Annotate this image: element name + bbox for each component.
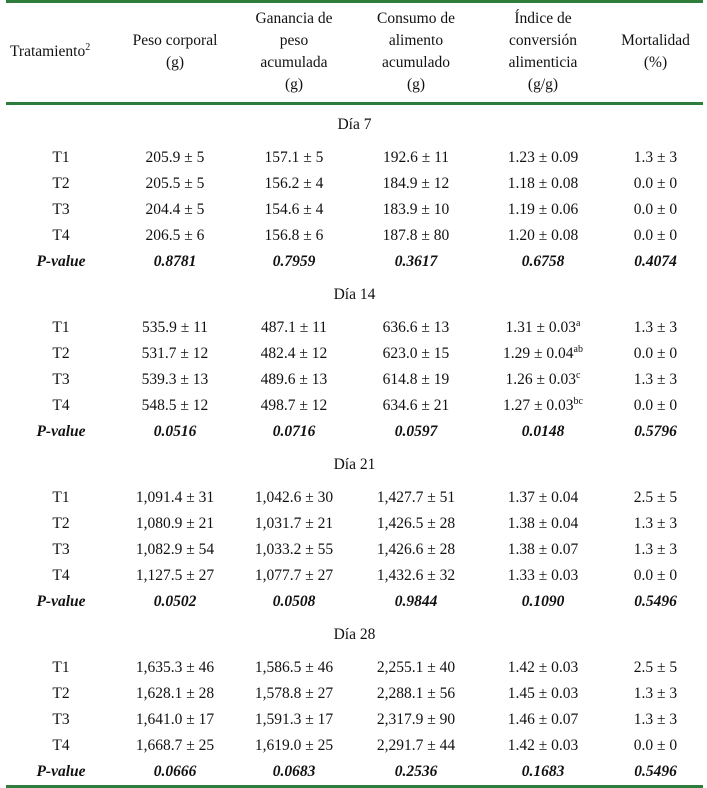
table-row: [6, 393, 703, 419]
treatment-cell: T4: [52, 396, 70, 414]
peso-cell: [116, 655, 234, 681]
header-indice-conversion: Índice de conversión alimenticia (g/g): [508, 10, 578, 94]
peso-cell: [116, 537, 234, 563]
ganancia-value: 156.8 ± 6: [264, 226, 324, 244]
ica-cell: [478, 341, 608, 367]
mort-cell: [608, 707, 703, 733]
pvalue-peso: 0.0666: [153, 762, 197, 780]
peso-cell: [116, 171, 234, 197]
table-body: [6, 103, 703, 785]
ica-significance-letter: a: [576, 317, 581, 329]
ica-value: 1.27 ± 0.03: [503, 396, 574, 414]
ica-cell: [478, 485, 608, 511]
peso-cell: [116, 733, 234, 759]
peso-value: 1,127.5 ± 27: [135, 566, 215, 584]
ica-value: 1.45 ± 0.03: [507, 684, 579, 702]
pvalue-mort: 0.5796: [634, 422, 677, 440]
ica-value: 1.29 ± 0.04: [503, 344, 574, 362]
table-row: [6, 485, 703, 511]
ica-value: 1.31 ± 0.03: [505, 318, 577, 336]
table-row: [6, 563, 703, 589]
mort-value: 0.0 ± 0: [633, 344, 678, 362]
treatment-cell: T3: [52, 540, 70, 558]
consumo-cell: [354, 485, 478, 511]
treatment-cell: T1: [52, 148, 70, 166]
consumo-value: 2,288.1 ± 56: [376, 684, 456, 702]
ica-cell: [478, 655, 608, 681]
treatment-cell: T1: [52, 318, 70, 336]
consumo-cell: [354, 511, 478, 537]
ica-value: 1.18 ± 0.08: [507, 174, 579, 192]
pvalue-ica: 0.1090: [521, 592, 565, 610]
ganancia-cell: [234, 485, 354, 511]
mort-value: 1.3 ± 3: [633, 540, 678, 558]
ganancia-cell: [234, 367, 354, 393]
ica-cell: [478, 707, 608, 733]
mort-cell: [608, 367, 703, 393]
table-row: [6, 733, 703, 759]
mort-cell: [608, 733, 703, 759]
header-consumo-alimento: Consumo de alimento acumulado (g): [377, 10, 455, 94]
ganancia-value: 487.1 ± 11: [260, 318, 328, 336]
ganancia-value: 1,591.3 ± 17: [254, 710, 334, 728]
consumo-value: 1,427.7 ± 51: [376, 488, 456, 506]
pvalue-mort: 0.5496: [634, 762, 677, 780]
consumo-cell: [354, 733, 478, 759]
header-mortalidad: Mortalidad (%): [621, 32, 690, 72]
peso-cell: [116, 145, 234, 171]
ica-cell: [478, 537, 608, 563]
pvalue-consumo: 0.3617: [394, 252, 438, 270]
ganancia-value: 1,578.8 ± 27: [254, 684, 334, 702]
ganancia-value: 1,586.5 ± 46: [254, 658, 334, 676]
ica-value: 1.38 ± 0.07: [507, 540, 579, 558]
pvalue-row: [6, 759, 703, 785]
peso-value: 1,635.3 ± 46: [135, 658, 215, 676]
mort-value: 2.5 ± 5: [633, 488, 678, 506]
consumo-value: 2,255.1 ± 40: [376, 658, 456, 676]
peso-value: 1,082.9 ± 54: [135, 540, 215, 558]
consumo-value: 1,432.6 ± 32: [376, 566, 456, 584]
ganancia-cell: [234, 733, 354, 759]
ica-cell: [478, 733, 608, 759]
mort-value: 1.3 ± 3: [633, 370, 678, 388]
ganancia-value: 489.6 ± 13: [260, 370, 328, 388]
ganancia-cell: [234, 315, 354, 341]
table-row: [6, 223, 703, 249]
consumo-cell: [354, 367, 478, 393]
ica-value: 1.20 ± 0.08: [507, 226, 579, 244]
ica-cell: [478, 681, 608, 707]
pvalue-ganancia: 0.7959: [272, 252, 316, 270]
consumo-cell: [354, 681, 478, 707]
pvalue-label: P-value: [36, 422, 86, 440]
peso-value: 205.5 ± 5: [145, 174, 205, 192]
header-peso-corporal: Peso corporal (g): [132, 32, 218, 72]
mort-value: 0.0 ± 0: [633, 396, 678, 414]
header-tratamiento-footnote: 2: [85, 42, 91, 54]
ica-value: 1.46 ± 0.07: [507, 710, 579, 728]
treatment-cell: T1: [52, 658, 70, 676]
pvalue-ica: 0.0148: [521, 422, 565, 440]
table-bottom-rule: [6, 785, 703, 788]
treatment-cell: T1: [52, 488, 70, 506]
mort-value: 1.3 ± 3: [633, 514, 678, 532]
ica-value: 1.19 ± 0.06: [507, 200, 579, 218]
ganancia-cell: [234, 145, 354, 171]
consumo-value: 634.6 ± 21: [382, 396, 450, 414]
mort-value: 0.0 ± 0: [633, 566, 678, 584]
consumo-cell: [354, 223, 478, 249]
treatment-cell: T3: [52, 370, 70, 388]
table-header: [6, 3, 703, 103]
table-row: [6, 681, 703, 707]
peso-value: 1,080.9 ± 21: [135, 514, 215, 532]
treatment-cell: T2: [52, 174, 70, 192]
mort-cell: [608, 197, 703, 223]
ganancia-cell: [234, 707, 354, 733]
consumo-value: 1,426.5 ± 28: [376, 514, 456, 532]
ganancia-value: 1,031.7 ± 21: [254, 514, 334, 532]
peso-value: 204.4 ± 5: [145, 200, 205, 218]
peso-value: 1,641.0 ± 17: [135, 710, 215, 728]
mort-value: 0.0 ± 0: [633, 174, 678, 192]
mort-cell: [608, 145, 703, 171]
ganancia-value: 156.2 ± 4: [264, 174, 324, 192]
table-row: [6, 145, 703, 171]
peso-cell: [116, 197, 234, 223]
peso-cell: [116, 393, 234, 419]
section-row: [6, 275, 703, 315]
pvalue-peso: 0.8781: [153, 252, 197, 270]
peso-cell: [116, 367, 234, 393]
ica-significance-letter: ab: [573, 343, 583, 355]
treatment-cell: T4: [52, 226, 70, 244]
ica-significance-letter: c: [576, 369, 581, 381]
results-table-container: [6, 0, 703, 788]
peso-cell: [116, 315, 234, 341]
mort-value: 0.0 ± 0: [633, 736, 678, 754]
consumo-value: 2,317.9 ± 90: [376, 710, 456, 728]
table-row: [6, 315, 703, 341]
peso-value: 548.5 ± 12: [141, 396, 209, 414]
peso-cell: [116, 485, 234, 511]
pvalue-row: [6, 419, 703, 445]
treatment-cell: T2: [52, 684, 70, 702]
pvalue-consumo: 0.0597: [394, 422, 438, 440]
table-row: [6, 655, 703, 681]
ganancia-value: 482.4 ± 12: [260, 344, 328, 362]
peso-cell: [116, 511, 234, 537]
section-title: Día 14: [333, 285, 376, 303]
ica-cell: [478, 393, 608, 419]
consumo-cell: [354, 707, 478, 733]
treatment-cell: T2: [52, 514, 70, 532]
ica-value: 1.42 ± 0.03: [507, 736, 579, 754]
peso-cell: [116, 681, 234, 707]
section-row: [6, 103, 703, 145]
ica-value: 1.38 ± 0.04: [507, 514, 579, 532]
pvalue-consumo: 0.9844: [394, 592, 438, 610]
pvalue-row: [6, 589, 703, 615]
peso-value: 531.7 ± 12: [141, 344, 209, 362]
consumo-cell: [354, 341, 478, 367]
peso-cell: [116, 341, 234, 367]
table-row: [6, 197, 703, 223]
table-row: [6, 707, 703, 733]
ganancia-cell: [234, 563, 354, 589]
ganancia-cell: [234, 655, 354, 681]
ica-value: 1.37 ± 0.04: [507, 488, 579, 506]
consumo-value: 636.6 ± 13: [382, 318, 450, 336]
treatment-cell: T2: [52, 344, 70, 362]
ica-value: 1.26 ± 0.03: [505, 370, 577, 388]
header-ganancia-peso: Ganancia de peso acumulada (g): [255, 10, 333, 94]
mort-value: 2.5 ± 5: [633, 658, 678, 676]
ganancia-value: 1,619.0 ± 25: [254, 736, 334, 754]
ganancia-cell: [234, 681, 354, 707]
consumo-cell: [354, 563, 478, 589]
ganancia-cell: [234, 197, 354, 223]
mort-cell: [608, 393, 703, 419]
ganancia-value: 157.1 ± 5: [264, 148, 324, 166]
treatment-cell: T3: [52, 200, 70, 218]
consumo-cell: [354, 197, 478, 223]
pvalue-mort: 0.5496: [634, 592, 677, 610]
pvalue-peso: 0.0516: [153, 422, 197, 440]
table-row: [6, 367, 703, 393]
mort-cell: [608, 655, 703, 681]
pvalue-label: P-value: [36, 592, 86, 610]
pvalue-ganancia: 0.0508: [272, 592, 316, 610]
peso-cell: [116, 707, 234, 733]
ica-cell: [478, 367, 608, 393]
mort-cell: [608, 223, 703, 249]
ica-value: 1.23 ± 0.09: [507, 148, 579, 166]
ganancia-cell: [234, 171, 354, 197]
consumo-value: 2,291.7 ± 44: [376, 736, 456, 754]
peso-cell: [116, 223, 234, 249]
pvalue-row: [6, 249, 703, 275]
peso-value: 205.9 ± 5: [145, 148, 205, 166]
mort-cell: [608, 511, 703, 537]
results-table: [6, 3, 703, 785]
consumo-cell: [354, 537, 478, 563]
ica-cell: [478, 223, 608, 249]
consumo-cell: [354, 315, 478, 341]
mort-value: 1.3 ± 3: [633, 318, 678, 336]
mort-cell: [608, 537, 703, 563]
treatment-cell: T3: [52, 710, 70, 728]
mort-value: 1.3 ± 3: [633, 710, 678, 728]
pvalue-label: P-value: [36, 252, 86, 270]
ganancia-value: 1,042.6 ± 30: [254, 488, 334, 506]
consumo-value: 623.0 ± 15: [382, 344, 450, 362]
ganancia-cell: [234, 537, 354, 563]
header-tratamiento: Tratamiento$^2$: [10, 42, 91, 61]
peso-value: 1,668.7 ± 25: [135, 736, 215, 754]
ganancia-value: 1,077.7 ± 27: [254, 566, 334, 584]
ganancia-value: 1,033.2 ± 55: [254, 540, 334, 558]
ica-value: 1.42 ± 0.03: [507, 658, 579, 676]
peso-value: 206.5 ± 6: [145, 226, 205, 244]
mort-cell: [608, 563, 703, 589]
section-title: Día 28: [333, 625, 376, 643]
section-row: [6, 445, 703, 485]
consumo-value: 187.8 ± 80: [382, 226, 450, 244]
section-title: Día 7: [337, 115, 372, 133]
pvalue-ganancia: 0.0683: [272, 762, 316, 780]
consumo-value: 1,426.6 ± 28: [376, 540, 456, 558]
mort-value: 0.0 ± 0: [633, 200, 678, 218]
consumo-value: 192.6 ± 11: [382, 148, 450, 166]
mort-cell: [608, 681, 703, 707]
ica-cell: [478, 145, 608, 171]
pvalue-peso: 0.0502: [153, 592, 197, 610]
consumo-value: 614.8 ± 19: [382, 370, 450, 388]
ica-significance-letter: bc: [573, 395, 583, 407]
consumo-value: 184.9 ± 12: [382, 174, 450, 192]
ganancia-cell: [234, 393, 354, 419]
table-row: [6, 511, 703, 537]
ica-cell: [478, 315, 608, 341]
treatment-cell: T4: [52, 566, 70, 584]
pvalue-ganancia: 0.0716: [272, 422, 316, 440]
ganancia-cell: [234, 341, 354, 367]
table-row: [6, 341, 703, 367]
ica-cell: [478, 511, 608, 537]
section-row: [6, 615, 703, 655]
table-row: [6, 537, 703, 563]
table-row: [6, 171, 703, 197]
mort-value: 0.0 ± 0: [633, 226, 678, 244]
header-row: [6, 3, 703, 103]
treatment-cell: T4: [52, 736, 70, 754]
mort-cell: [608, 341, 703, 367]
peso-value: 535.9 ± 11: [141, 318, 209, 336]
ica-cell: [478, 171, 608, 197]
mort-cell: [608, 485, 703, 511]
peso-value: 1,091.4 ± 31: [135, 488, 215, 506]
ganancia-value: 154.6 ± 4: [264, 200, 324, 218]
ganancia-cell: [234, 223, 354, 249]
consumo-cell: [354, 655, 478, 681]
pvalue-consumo: 0.2536: [394, 762, 438, 780]
ica-value: 1.33 ± 0.03: [507, 566, 579, 584]
consumo-value: 183.9 ± 10: [382, 200, 450, 218]
pvalue-label: P-value: [36, 762, 86, 780]
pvalue-ica: 0.6758: [521, 252, 565, 270]
consumo-cell: [354, 145, 478, 171]
mort-cell: [608, 315, 703, 341]
peso-cell: [116, 563, 234, 589]
pvalue-mort: 0.4074: [634, 252, 677, 270]
peso-value: 1,628.1 ± 28: [135, 684, 215, 702]
ganancia-cell: [234, 511, 354, 537]
ica-cell: [478, 197, 608, 223]
ica-cell: [478, 563, 608, 589]
peso-value: 539.3 ± 13: [141, 370, 209, 388]
ganancia-value: 498.7 ± 12: [260, 396, 328, 414]
mort-cell: [608, 171, 703, 197]
consumo-cell: [354, 393, 478, 419]
pvalue-ica: 0.1683: [521, 762, 565, 780]
mort-value: 1.3 ± 3: [633, 148, 678, 166]
mort-value: 1.3 ± 3: [633, 684, 678, 702]
consumo-cell: [354, 171, 478, 197]
section-title: Día 21: [333, 455, 376, 473]
